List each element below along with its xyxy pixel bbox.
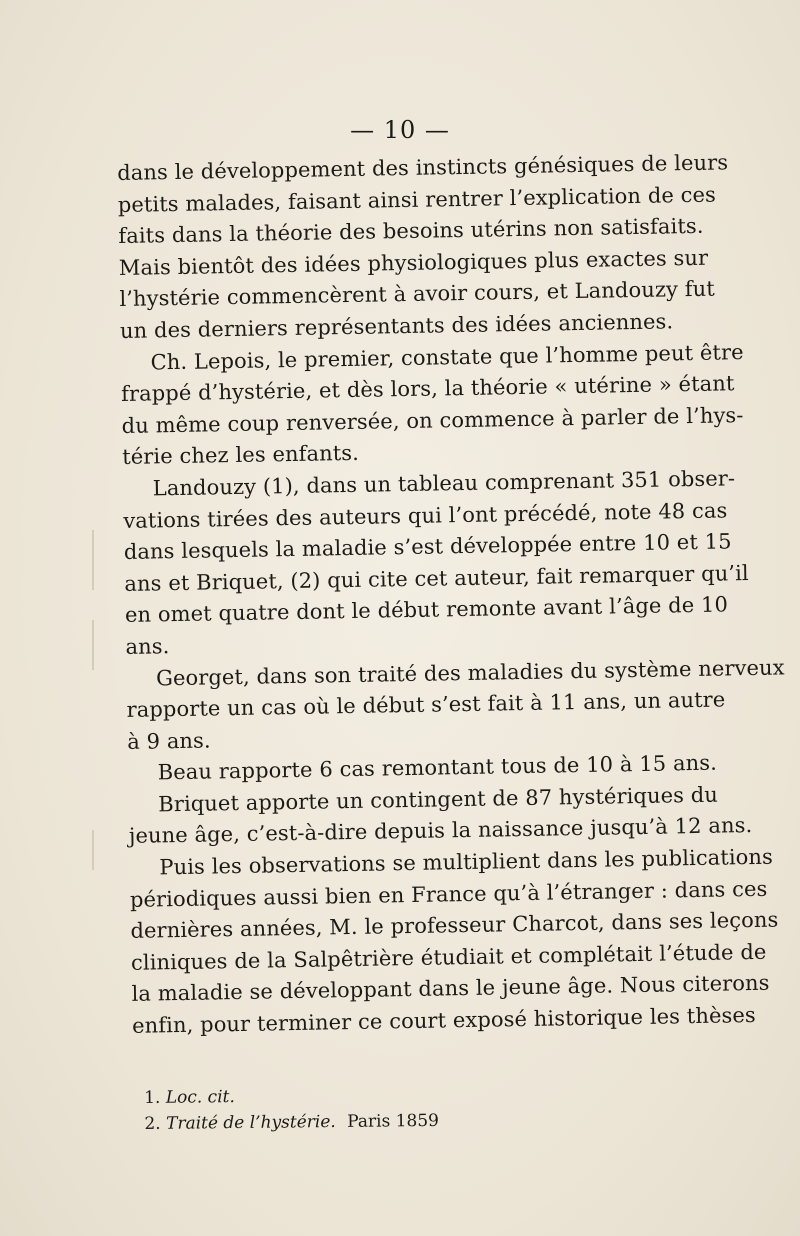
text-line: jeune âge, c’est-à-dire depuis la naissance jusqu’à 12 ans. [128, 813, 753, 849]
text-line: Ch. Lepois, le premier, constate que l’homme peut être [150, 339, 744, 375]
text-line: Beau rapporte 6 cas remontant tous de 10 à 15 ans. [157, 750, 718, 785]
text-line: cliniques de la Salpêtrière étudiait et complétait l’étude de [130, 939, 767, 975]
text-line: vations tirées des auteurs qui l’ont précédé, note 48 cas [123, 497, 728, 533]
footnote-publication: Paris 1859 [347, 1110, 440, 1132]
text-line: un des derniers représentants des idées anciennes. [119, 309, 674, 343]
page-number: — 10 — [350, 116, 450, 144]
text-line: ans. [125, 634, 170, 659]
text-line: Georget, dans son traité des maladies du système nerveux [155, 654, 785, 690]
footnote-text: Traité de l’hystérie. [165, 1111, 336, 1134]
text-line: enfin, pour terminer ce court exposé historique les thèses [131, 1003, 756, 1038]
text-line: Puis les observations se multiplient dans les publications [159, 844, 774, 880]
text-line: du même coup renversée, on commence à parler de l’hys- [121, 402, 744, 438]
footnote [144, 1106, 644, 1137]
footnote-text: Loc. cit. [165, 1087, 235, 1108]
text-line: faits dans la théorie des besoins utérins non satisfaits. [118, 213, 704, 249]
text-line: rapporte un cas où le début s’est fait à 11 ans, un autre [126, 687, 726, 723]
text-line: petits malades, faisant ainsi rentrer l’explication de ces [117, 182, 717, 217]
margin-stain [92, 620, 94, 670]
text-line: térie chez les enfants. [122, 441, 360, 470]
footnote-number: 1. [144, 1087, 161, 1108]
text-line: l’hystérie commencèrent à avoir cours, et Landouzy fut [119, 276, 715, 312]
text-line: ans et Briquet, (2) qui cite cet auteur, fait remarquer qu’il [124, 560, 749, 596]
body-text [117, 148, 785, 1043]
text-line: Mais bientôt des idées physiologiques plus exactes sur [118, 245, 709, 280]
margin-stain [92, 830, 94, 870]
text-line: Briquet apporte un contingent de 87 hystériques du [158, 782, 719, 817]
footnotes [144, 1080, 645, 1137]
footnote-number: 2. [144, 1113, 161, 1134]
text-line: à 9 ans. [126, 728, 211, 754]
text-line: frappé d’hystérie, et dès lors, la théorie « utérine » étant [120, 371, 735, 407]
text-line: dans lesquels la maladie s’est développée entre 10 et 15 [123, 529, 732, 565]
text-line: périodiques aussi bien en France qu’à l’étranger : dans ces [129, 876, 768, 912]
text-line: la maladie se développant dans le jeune âge. Nous citerons [131, 971, 770, 1007]
text-line: Landouzy (1), dans un tableau comprenant 351 obser- [152, 466, 736, 501]
text-line: en omet quatre dont le début remonte avant l’âge de 10 [124, 592, 729, 628]
margin-stain [92, 530, 94, 590]
text-line: dernières années, M. le professeur Charcot, dans ses leçons [130, 907, 779, 944]
text-line: dans le développement des instincts génésiques de leurs [117, 150, 729, 185]
